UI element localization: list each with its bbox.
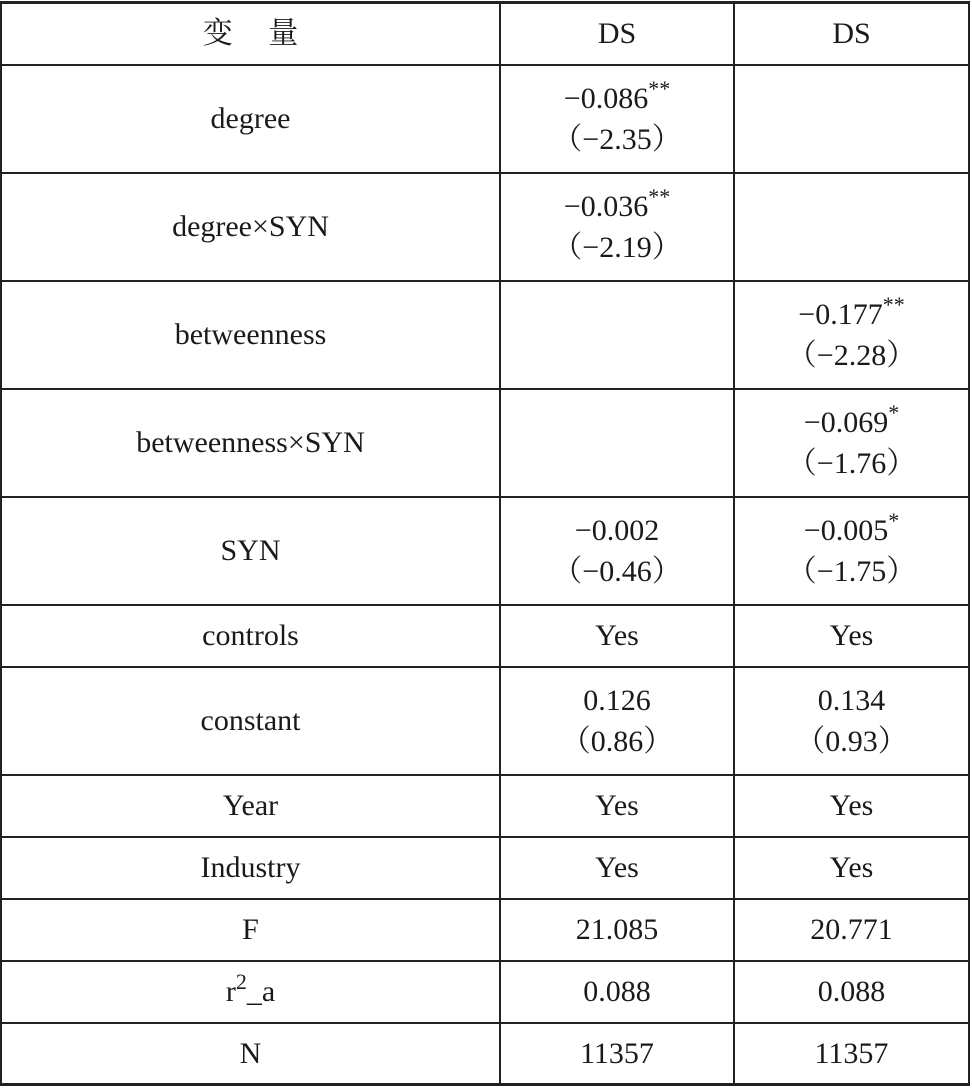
table-row-controls [1, 605, 969, 667]
cell-col2 [734, 281, 969, 389]
significance-stars: ** [648, 183, 671, 209]
table-row-n [1, 1023, 969, 1085]
table-row-degree-syn [1, 173, 969, 281]
row-label: Year [1, 775, 500, 837]
significance-stars: * [888, 507, 900, 533]
cell-col1 [500, 667, 734, 775]
cell-col1: 21.085 [500, 899, 734, 961]
cell-col1: Yes [500, 605, 734, 667]
row-label: SYN [1, 497, 500, 605]
coefficient: −0.036** [563, 183, 671, 223]
coefficient: −0.005* [803, 507, 900, 547]
cell-col2 [734, 667, 969, 775]
table-row-degree [1, 65, 969, 173]
cell-col2 [734, 389, 969, 497]
cell-col1 [500, 173, 734, 281]
cell-col2: Yes [734, 837, 969, 899]
coefficient: −0.069* [803, 399, 900, 439]
cell-col1 [500, 65, 734, 173]
row-label: betweenness×SYN [1, 389, 500, 497]
header-variable-label: 变 量 [202, 17, 313, 51]
table-row-industry [1, 837, 969, 899]
significance-stars: ** [882, 291, 905, 317]
row-label: degree [1, 65, 500, 173]
row-label: N [1, 1023, 500, 1085]
cell-col1 [500, 497, 734, 605]
cell-col2: Yes [734, 605, 969, 667]
header-variable [1, 3, 500, 65]
row-label: $r^2\_a$ [1, 961, 500, 1023]
table-row-f [1, 899, 969, 961]
table-row-constant [1, 667, 969, 775]
table-row-r2-a [1, 961, 969, 1023]
cell-col1: 11357 [500, 1023, 734, 1085]
significance-stars: * [888, 399, 900, 425]
coefficient: −0.177** [798, 291, 905, 331]
header-ds-2: DS [734, 3, 969, 65]
t-statistic: （−2.19） [552, 230, 682, 264]
t-statistic: （0.86） [560, 724, 674, 758]
t-statistic: （−1.76） [786, 446, 917, 480]
cell-col2: Yes [734, 775, 969, 837]
cell-col2 [734, 497, 969, 605]
table-row-year [1, 775, 969, 837]
row-label: degree×SYN [1, 173, 500, 281]
row-label: Industry [1, 837, 500, 899]
cell-col1: 0.088 [500, 961, 734, 1023]
t-statistic: （−1.75） [786, 554, 917, 588]
coefficient: −0.086** [563, 75, 671, 115]
table-row-betweenness [1, 281, 969, 389]
significance-stars: ** [648, 75, 671, 101]
header-ds-1: DS [500, 3, 734, 65]
cell-col1-empty [500, 389, 734, 497]
cell-col2: 20.771 [734, 899, 969, 961]
row-label: controls [1, 605, 500, 667]
coefficient: 0.126 [583, 683, 651, 717]
row-label: F [1, 899, 500, 961]
superscript-2: 2 [235, 969, 247, 994]
row-label: constant [1, 667, 500, 775]
cell-col1: Yes [500, 837, 734, 899]
coefficient: 0.134 [817, 683, 886, 717]
t-statistic: （−2.28） [786, 338, 917, 372]
table-row-syn [1, 497, 969, 605]
cell-col1-empty [500, 281, 734, 389]
cell-col2: 11357 [734, 1023, 969, 1085]
cell-col2: 0.088 [734, 961, 969, 1023]
cell-col2-empty [734, 173, 969, 281]
coefficient: −0.002 [574, 513, 660, 547]
cell-col2-empty [734, 65, 969, 173]
header-row [1, 3, 969, 65]
cell-col1: Yes [500, 775, 734, 837]
t-statistic: （−2.35） [552, 122, 682, 156]
t-statistic: （−0.46） [552, 554, 682, 588]
row-label: betweenness [1, 281, 500, 389]
regression-table [0, 1, 970, 1086]
table-row-betweenness-syn [1, 389, 969, 497]
t-statistic: （0.93） [795, 724, 908, 758]
